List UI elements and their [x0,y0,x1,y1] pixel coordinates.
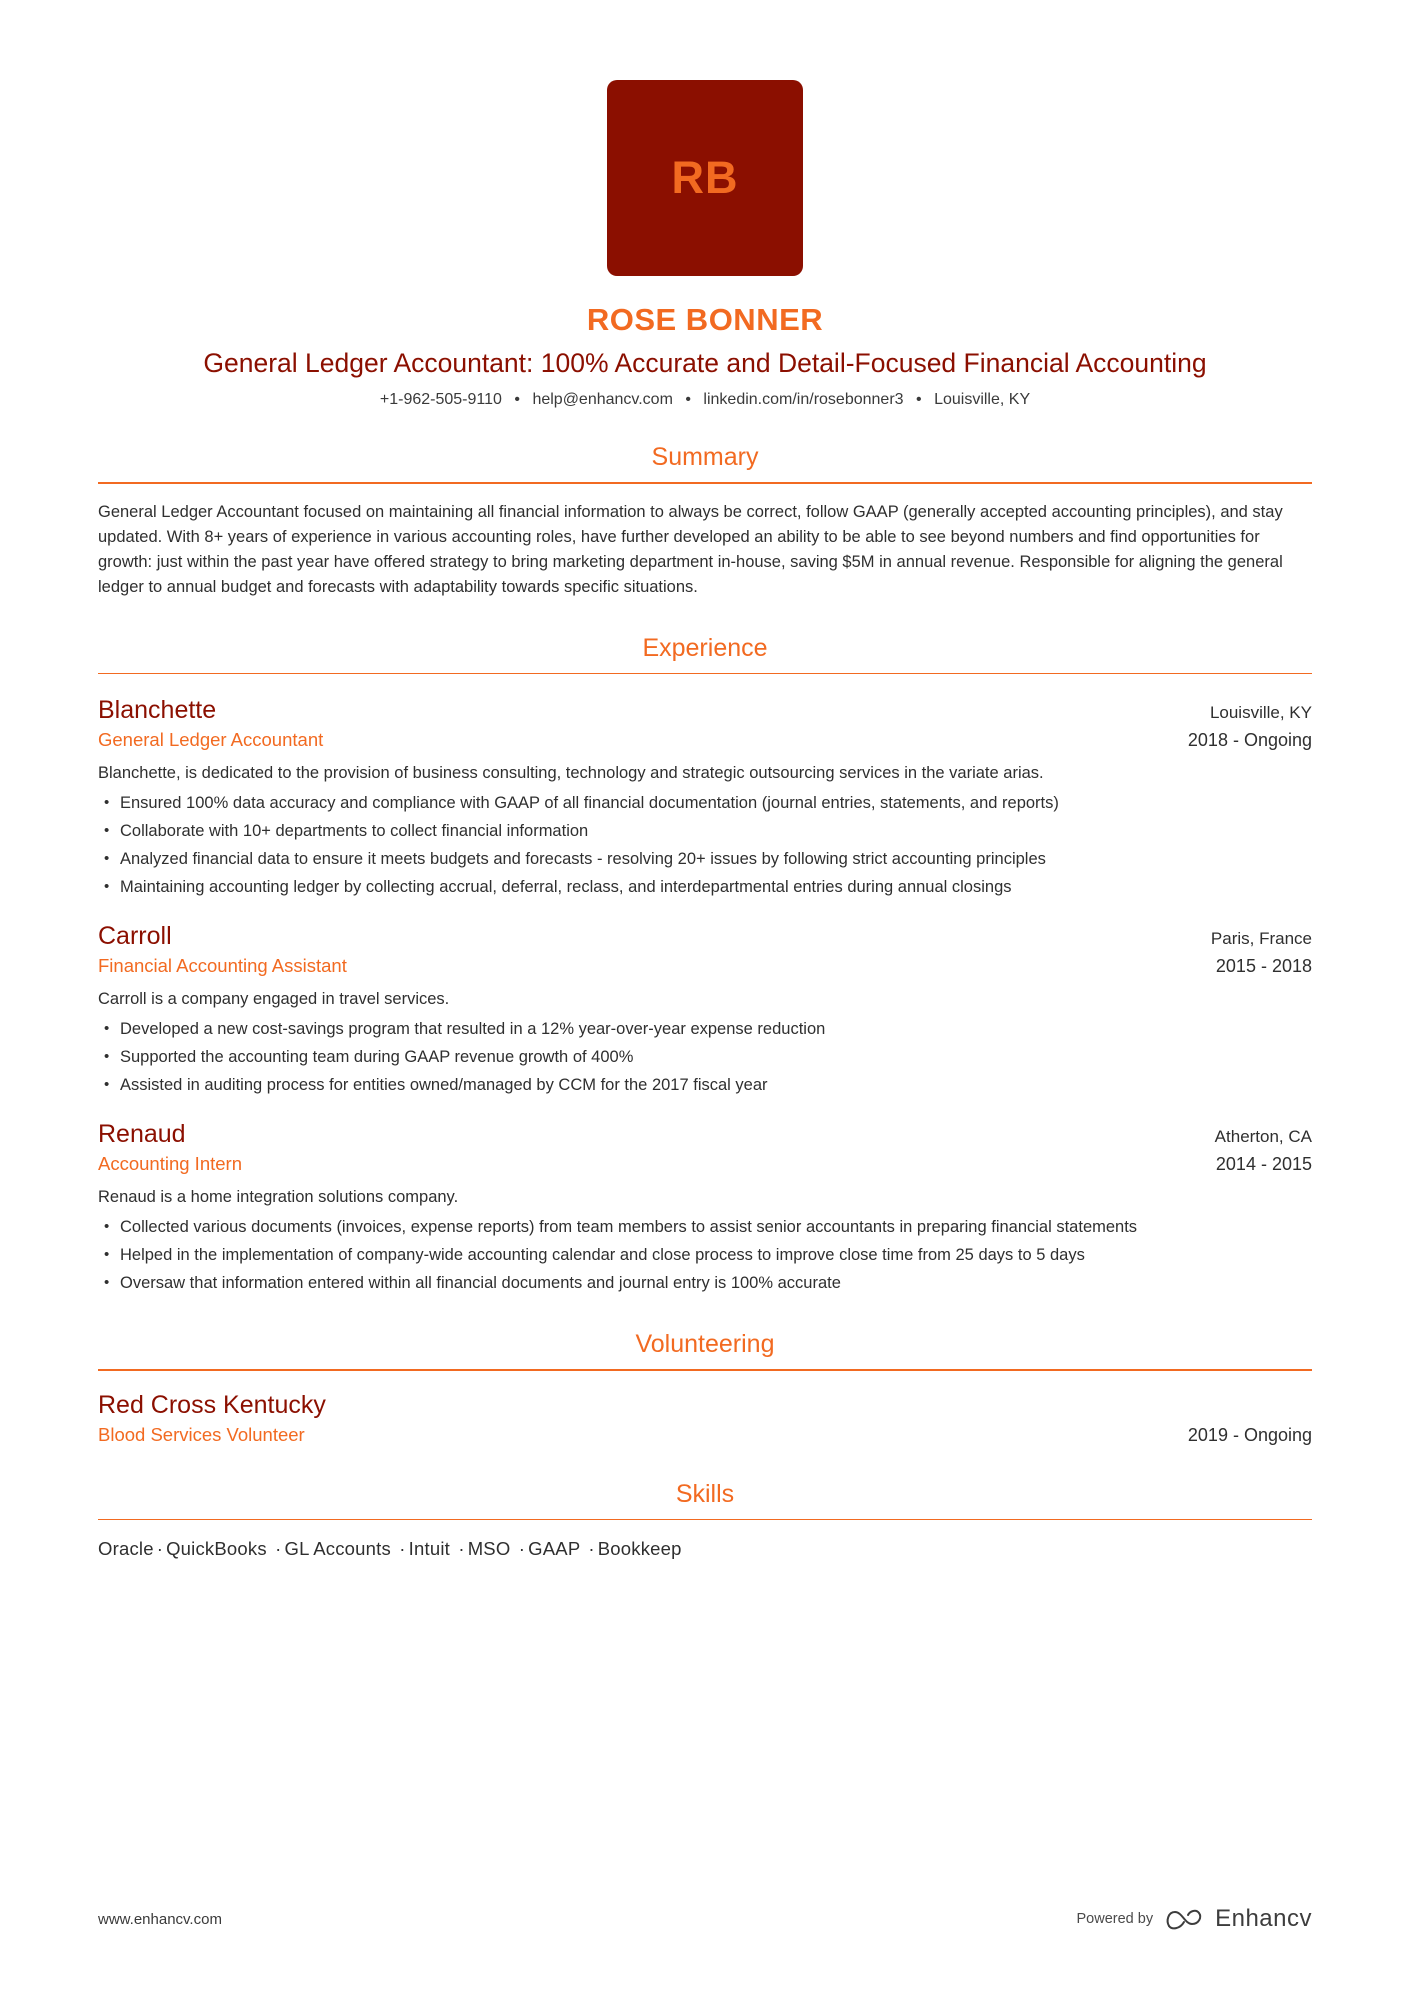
list-item: • Helped in the implementation of company-wide accounting calendar and close process to improve close time from 25 days to 5 days [98,1243,1312,1268]
experience-role: Accounting Intern [98,1153,242,1174]
experience-dates: 2015 - 2018 [1215,956,1312,976]
experience-role: General Ledger Accountant [98,729,324,750]
section-volunteering [98,1330,1312,1446]
skill-separator: · [399,1538,406,1559]
list-item: • Collected various documents (invoices, expense reports) from team members to assist senior accountants in preparing financial statements [98,1215,1312,1240]
brand-name: Enhancv [1215,1905,1312,1932]
section-title-summary: Summary [651,443,759,471]
experience-entry [98,922,1312,1098]
experience-entry-header [98,696,1312,725]
skill-separator: · [518,1538,526,1559]
contact-separator: • [685,391,691,408]
experience-entry-subheader [98,1153,1312,1175]
skill-separator: · [588,1538,595,1559]
section-divider [98,673,1312,675]
experience-entry-header [98,1120,1312,1149]
experience-bullet-list [98,1215,1312,1296]
section-summary [98,443,1312,600]
experience-location: Atherton, CA [1214,1127,1312,1146]
experience-description: Carroll is a company engaged in travel services. [98,990,450,1008]
experience-dates: 2018 - Ongoing [1187,730,1312,750]
contact-linkedin[interactable]: linkedin.com/in/rosebonner3 [703,391,904,408]
list-item: • Collaborate with 10+ departments to collect financial information [98,819,1312,844]
volunteering-entry-subheader [98,1424,1312,1446]
powered-by-label: Powered by [1076,1911,1154,1927]
experience-bullet-list [98,791,1312,900]
contact-info [98,391,1312,409]
summary-text: General Ledger Accountant focused on maintaining all financial information to always be correct, follow GAAP (generally accepted accounting principles), and stay updated. With 8+ years of experience in various accounting roles, have further developed an ability to be able to see beyond numbers and find opportunities for growth: just within the past year have offered strategy to bring marketing department in-house, saving $5M in annual revenue. Responsible for aligning the general ledger to annual budget and forecasts with adaptability towards specific situations. [98,502,1283,596]
skill-item: GAAP [528,1538,581,1559]
contact-phone: +1-962-505-9110 [379,391,502,408]
skill-separator: · [156,1538,164,1559]
avatar [607,80,803,276]
experience-entry-subheader [98,955,1312,977]
section-skills [98,1480,1312,1561]
experience-dates: 2014 - 2015 [1215,1154,1312,1174]
experience-entry-header [98,922,1312,951]
footer-branding [1077,1905,1312,1933]
section-title-volunteering: Volunteering [635,1330,775,1358]
list-item: • Analyzed financial data to ensure it meets budgets and forecasts - resolving 20+ issues by following strict accounting principles [98,847,1312,872]
contact-location: Louisville, KY [934,391,1031,408]
skill-separator: · [458,1538,465,1559]
skills-list [98,1538,1312,1560]
skill-item: QuickBooks [166,1538,267,1559]
experience-location: Louisville, KY [1209,703,1312,722]
list-item: • Developed a new cost-savings program that resulted in a 12% year-over-year expense reduction [98,1017,1312,1042]
experience-description: Blanchette, is dedicated to the provision of business consulting, technology and strategic outsourcing services in the variate arias. [98,764,1044,782]
experience-bullet-list [98,1017,1312,1098]
volunteering-dates: 2019 - Ongoing [1187,1424,1312,1445]
list-item: • Assisted in auditing process for entities owned/managed by CCM for the 2017 fiscal year [98,1073,1312,1098]
section-experience [98,634,1312,1297]
skill-item: Oracle [98,1538,154,1559]
section-title-skills: Skills [675,1479,735,1508]
skill-item: MSO [467,1538,511,1559]
volunteering-organization: Red Cross Kentucky [98,1390,326,1419]
avatar-initials: RB [671,152,739,203]
section-title-experience: Experience [642,633,768,662]
professional-headline: General Ledger Accountant: 100% Accurate and Detail-Focused Financial Accounting [203,348,1207,378]
experience-entry [98,696,1312,900]
experience-location: Paris, France [1210,929,1312,948]
footer-website-url[interactable]: www.enhancv.com [98,1910,222,1928]
volunteering-role: Blood Services Volunteer [98,1423,305,1445]
experience-company: Carroll [98,922,172,950]
experience-entry-subheader [98,729,1312,751]
contact-separator: • [514,391,520,408]
experience-role: Financial Accounting Assistant [98,955,347,976]
brand-logo [1165,1905,1312,1933]
experience-company: Renaud [98,1120,186,1148]
experience-description: Renaud is a home integration solutions company. [98,1188,459,1206]
section-divider [98,1519,1312,1521]
enhancv-logo-icon [1165,1906,1207,1932]
avatar-container [98,0,1312,276]
skill-item: Intuit [408,1538,450,1559]
page-title: ROSE BONNER [586,302,824,337]
volunteering-entry [98,1391,1312,1446]
page-footer [98,1905,1312,1933]
list-item: • Supported the accounting team during GAAP revenue growth of 400% [98,1045,1312,1070]
contact-email: help@enhancv.com [532,391,673,408]
experience-entry [98,1120,1312,1296]
section-divider [98,482,1312,484]
list-item: • Ensured 100% data accuracy and compliance with GAAP of all financial documentation (journal entries, statements, and reports) [98,791,1312,816]
contact-separator: • [916,391,922,408]
list-item: • Maintaining accounting ledger by collecting accrual, deferral, reclass, and interdepartmental entries during annual closings [98,875,1312,900]
skill-separator: · [275,1538,282,1559]
skill-item: Bookkeep [597,1538,682,1559]
list-item: • Oversaw that information entered within all financial documents and journal entry is 100% accurate [98,1271,1312,1296]
experience-company: Blanchette [98,696,217,724]
section-divider [98,1369,1312,1371]
skill-item: GL Accounts [284,1538,391,1559]
